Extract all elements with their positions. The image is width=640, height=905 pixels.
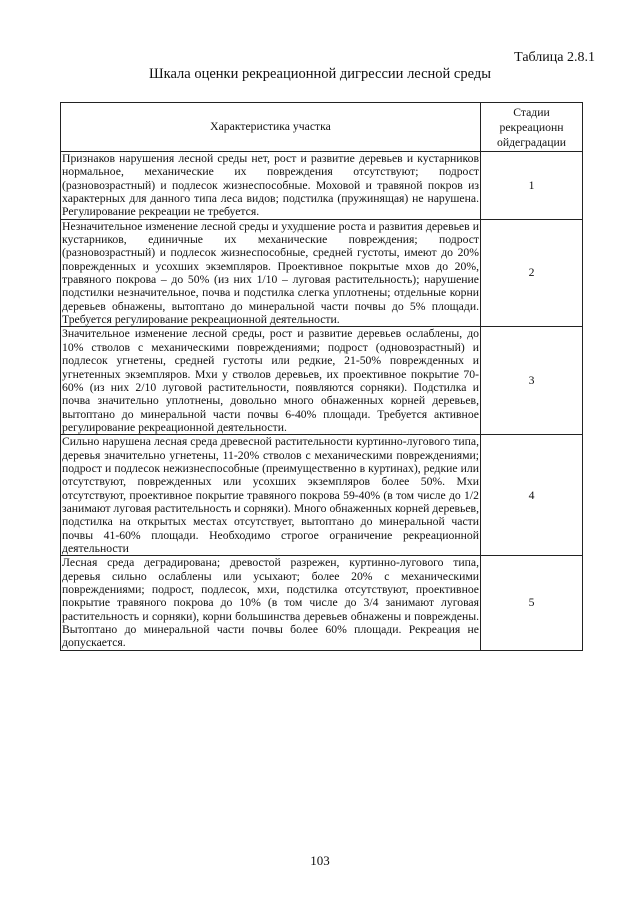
page-number: 103 <box>310 853 330 868</box>
header-characteristic: Характеристика участка <box>61 103 481 152</box>
row-stage: 1 <box>481 152 583 220</box>
header-stage-line-2: рекреационн <box>499 120 564 134</box>
table-header-row <box>61 103 583 152</box>
row-stage: 3 <box>481 327 583 435</box>
table-row <box>61 327 583 435</box>
table-row <box>61 219 583 327</box>
row-stage: 5 <box>481 556 583 650</box>
table-label: Таблица 2.8.1 <box>514 50 595 65</box>
row-description: Сильно нарушена лесная среда древесной растительности куртинно-лугового типа, деревья значительно угнетены, 11-20% стволов с механическими повреждениями; подрост и подлесок нежизнеспособные (преимущественно в куртинах), редкие или отсутствуют, поврежденных или усохших экземпляров более 50%. Мхи отсутствуют, проективное покрытие травяного покрова 59-40% (в том числе до 1/2 занимают луговая растительность и сорняки). Много обнаженных корней деревьев, подстилка на открытых местах отсутствует, вытоптано до минеральной части почвы 41-60% площади. Необходимо строгое ограничение рекреационной деятельности <box>62 435 479 555</box>
degression-scale-table <box>60 102 583 651</box>
row-stage: 4 <box>481 435 583 556</box>
header-stage <box>481 103 583 152</box>
header-stage-line-3: ойдеградации <box>497 135 566 149</box>
page-title: Шкала оценки рекреационной дигрессии лесной среды <box>149 66 491 82</box>
table-row <box>61 435 583 556</box>
row-description: Лесная среда деградирована; древостой разрежен, куртинно-лугового типа, деревья сильно ослаблены или усыхают; более 20% с механическими повреждениями; подрост, подлесок, мхи, подстилка отсутствуют, проективное покрытие травяного покрова до 10% (в том числе до 3/4 занимают луговая растительность и сорняки), корни большинства деревьев обнажены и повреждены. Вытоптано до минеральной части почвы более 60% площади. Рекреация не допускается. <box>62 556 479 650</box>
table-row <box>61 556 583 650</box>
table-row <box>61 152 583 220</box>
row-description: Значительное изменение лесной среды, рост и развитие деревьев ослаблены, до 10% стволов с механическими повреждениями; подрост (одновозрастный) и подлесок угнетены, средней густоты или редкие, 21-50% поврежденных и угнетенных экземпляров. Мхи у стволов деревьев, их проективное покрытие 70-60% (из них 2/10 луговой растительности, появляются сорняки). Подстилка и почва значительно уплотнены, довольно много обнаженных корней деревьев, вытоптано до минеральной части почвы 6-40% площади. Требуется активное регулирование рекреационной деятельности. <box>62 327 479 434</box>
header-stage-line-1: Стадии <box>513 105 550 119</box>
row-description: Признаков нарушения лесной среды нет, рост и развитие деревьев и кустарников нормальное, механические их повреждения отсутствуют; подрост (разновозрастный) и подлесок жизнеспособные. Моховой и травяной покров из характерных для данного типа леса видов; подстилка (пружинящая) не нарушена. Регулирование рекреации не требуется. <box>62 152 479 219</box>
row-stage: 2 <box>481 219 583 327</box>
row-description: Незначительное изменение лесной среды и ухудшение роста и развития деревьев и кустарников, единичные их механические повреждения; подрост (разновозрастный) и подлесок жизнеспособные, средней густоты, имеют до 20% поврежденных и усохших экземпляров. Проективное покрытые мхов до 20%, травяного покрова – до 50% (из них 1/10 – луговая растительность); нарушение подстилки незначительное, почва и подстилка слегка уплотнены; отдельные корни деревьев обнажены, вытоптано до минеральной части почвы до 5% площади. Требуется регулирование рекреационной деятельности. <box>62 219 479 327</box>
